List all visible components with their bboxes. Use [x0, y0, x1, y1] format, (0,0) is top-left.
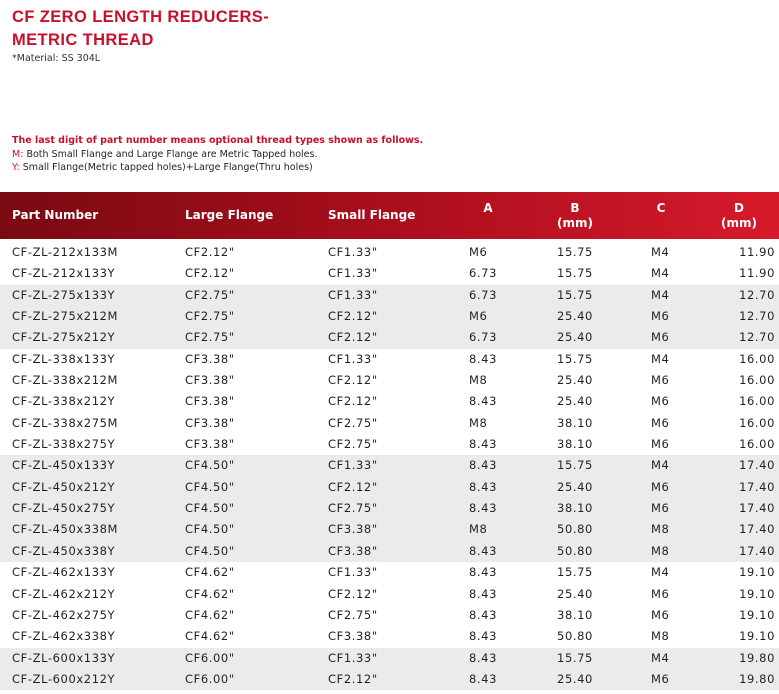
cell-a: 6.73 — [469, 266, 498, 281]
cell-b: 15.75 — [557, 287, 593, 302]
cell-large-flange: CF4.50" — [185, 543, 235, 558]
cell-c: M4 — [651, 287, 670, 302]
cell-small-flange: CF2.12" — [328, 394, 378, 409]
table-row — [0, 626, 779, 647]
cell-part-number: CF-ZL-275x133Y — [12, 287, 116, 302]
cell-part-number: CF-ZL-338x133Y — [12, 351, 116, 366]
cell-part-number: CF-ZL-338x212Y — [12, 394, 116, 409]
cell-part-number: CF-ZL-462x212Y — [12, 586, 116, 601]
cell-d: 12.70 — [739, 309, 775, 324]
table-row — [0, 541, 779, 562]
cell-a: 8.43 — [469, 458, 498, 473]
table-row — [0, 669, 779, 690]
table-row — [0, 413, 779, 434]
cell-part-number: CF-ZL-462x133Y — [12, 565, 116, 580]
note-y-key: Y: — [12, 162, 20, 173]
cell-b: 25.40 — [557, 309, 593, 324]
cell-c: M6 — [651, 501, 670, 516]
cell-d: 19.10 — [739, 565, 775, 580]
cell-d: 16.00 — [739, 351, 775, 366]
table-row — [0, 605, 779, 626]
note-m — [12, 148, 423, 162]
cell-d: 19.10 — [739, 607, 775, 622]
cell-a: M8 — [469, 415, 488, 430]
cell-d: 16.00 — [739, 437, 775, 452]
table-row — [0, 370, 779, 391]
cell-c: M4 — [651, 650, 670, 665]
table-row — [0, 455, 779, 476]
cell-small-flange: CF1.33" — [328, 565, 378, 580]
header-part-number: Part Number — [12, 208, 99, 222]
header-a — [448, 201, 528, 216]
cell-d: 11.90 — [739, 245, 775, 259]
cell-d: 12.70 — [739, 287, 775, 302]
cell-a: 8.43 — [469, 351, 498, 366]
cell-small-flange: CF3.38" — [328, 522, 378, 537]
cell-large-flange: CF4.62" — [185, 607, 235, 622]
cell-a: 8.43 — [469, 394, 498, 409]
cell-d: 17.40 — [739, 479, 775, 494]
cell-c: M8 — [651, 629, 670, 644]
cell-b: 25.40 — [557, 586, 593, 601]
note-m-key: M: — [12, 148, 24, 160]
cell-part-number: CF-ZL-462x275Y — [12, 607, 116, 622]
cell-a: M8 — [469, 373, 488, 388]
cell-small-flange: CF1.33" — [328, 266, 378, 281]
cell-small-flange: CF1.33" — [328, 650, 378, 665]
cell-a: 8.43 — [469, 565, 498, 580]
header-b — [535, 201, 615, 231]
cell-part-number: CF-ZL-275x212M — [12, 309, 119, 324]
cell-part-number: CF-ZL-450x338Y — [12, 543, 116, 558]
cell-part-number: CF-ZL-275x212Y — [12, 330, 116, 345]
cell-d: 19.10 — [739, 586, 775, 601]
table-row — [0, 285, 779, 306]
cell-c: M6 — [651, 415, 670, 430]
cell-part-number: CF-ZL-338x212M — [12, 373, 119, 388]
table-row — [0, 477, 779, 498]
cell-a: 8.43 — [469, 650, 498, 665]
header-d-unit: (mm) — [721, 216, 757, 230]
cell-d: 11.90 — [739, 266, 775, 281]
cell-part-number: CF-ZL-600x212Y — [12, 671, 116, 686]
cell-a: M6 — [469, 309, 488, 324]
cell-d: 19.10 — [739, 629, 775, 644]
title-line-2: METRIC THREAD — [12, 31, 154, 49]
cell-a: 8.43 — [469, 586, 498, 601]
cell-part-number: CF-ZL-212x133M — [12, 245, 119, 259]
cell-large-flange: CF4.50" — [185, 522, 235, 537]
notes-heading: The last digit of part number means optional thread types shown as follows. — [12, 135, 424, 146]
cell-a: 6.73 — [469, 330, 498, 345]
cell-small-flange: CF2.75" — [328, 607, 378, 622]
cell-large-flange: CF4.50" — [185, 479, 235, 494]
cell-part-number: CF-ZL-450x275Y — [12, 501, 116, 516]
table-body — [0, 242, 779, 690]
cell-large-flange: CF4.62" — [185, 565, 235, 580]
header-c — [621, 201, 701, 216]
cell-part-number: CF-ZL-338x275Y — [12, 437, 116, 452]
cell-part-number: CF-ZL-338x275M — [12, 415, 119, 430]
cell-a: M6 — [469, 245, 488, 259]
cell-d: 16.00 — [739, 373, 775, 388]
cell-b: 38.10 — [557, 437, 593, 452]
header-c-label: C — [656, 201, 666, 215]
table-row — [0, 519, 779, 540]
cell-c: M4 — [651, 266, 670, 281]
cell-large-flange: CF4.50" — [185, 501, 235, 516]
cell-part-number: CF-ZL-462x338Y — [12, 629, 116, 644]
cell-large-flange: CF3.38" — [185, 415, 235, 430]
header-large-flange: Large Flange — [185, 208, 274, 222]
cell-a: 8.43 — [469, 543, 498, 558]
cell-a: 6.73 — [469, 287, 498, 302]
table-row — [0, 263, 779, 284]
cell-large-flange: CF4.62" — [185, 629, 235, 644]
cell-small-flange: CF1.33" — [328, 287, 378, 302]
cell-large-flange: CF2.75" — [185, 309, 235, 324]
cell-small-flange: CF1.33" — [328, 245, 378, 259]
cell-small-flange: CF2.12" — [328, 479, 378, 494]
table-row — [0, 434, 779, 455]
cell-a: 8.43 — [469, 671, 498, 686]
table-row — [0, 349, 779, 370]
thread-notes — [12, 134, 423, 175]
cell-large-flange: CF3.38" — [185, 351, 235, 366]
note-m-text: Both Small Flange and Large Flange are Metric Tapped holes. — [26, 148, 318, 160]
title-line-1: CF ZERO LENGTH REDUCERS- — [12, 8, 270, 26]
cell-large-flange: CF2.75" — [185, 330, 235, 345]
cell-b: 25.40 — [557, 479, 593, 494]
table-row — [0, 306, 779, 327]
cell-c: M6 — [651, 309, 670, 324]
cell-b: 15.75 — [557, 351, 593, 366]
header-b-label: B — [570, 201, 580, 215]
table-row — [0, 498, 779, 519]
cell-a: M8 — [469, 522, 488, 537]
cell-a: 8.43 — [469, 479, 498, 494]
cell-b: 25.40 — [557, 394, 593, 409]
cell-small-flange: CF2.12" — [328, 309, 378, 324]
cell-c: M6 — [651, 479, 670, 494]
cell-large-flange: CF4.62" — [185, 586, 235, 601]
cell-small-flange: CF3.38" — [328, 543, 378, 558]
table-row — [0, 648, 779, 669]
cell-small-flange: CF2.75" — [328, 437, 378, 452]
cell-d: 17.40 — [739, 458, 775, 473]
cell-part-number: CF-ZL-450x133Y — [12, 458, 116, 473]
cell-small-flange: CF2.12" — [328, 671, 378, 686]
cell-b: 15.75 — [557, 458, 593, 473]
cell-b: 50.80 — [557, 543, 593, 558]
cell-b: 38.10 — [557, 607, 593, 622]
material-note: *Material: SS 304L — [12, 53, 101, 64]
cell-small-flange: CF2.12" — [328, 330, 378, 345]
header-small-flange: Small Flange — [328, 208, 416, 222]
cell-a: 8.43 — [469, 501, 498, 516]
table-row — [0, 327, 779, 348]
cell-small-flange: CF2.12" — [328, 586, 378, 601]
cell-c: M6 — [651, 373, 670, 388]
cell-large-flange: CF2.12" — [185, 266, 235, 281]
cell-part-number: CF-ZL-450x212Y — [12, 479, 116, 494]
cell-a: 8.43 — [469, 607, 498, 622]
cell-d: 17.40 — [739, 522, 775, 537]
cell-a: 8.43 — [469, 629, 498, 644]
cell-d: 17.40 — [739, 501, 775, 516]
cell-c: M6 — [651, 607, 670, 622]
cell-c: M6 — [651, 437, 670, 452]
header-d — [699, 201, 779, 231]
cell-d: 16.00 — [739, 394, 775, 409]
cell-small-flange: CF1.33" — [328, 458, 378, 473]
cell-b: 25.40 — [557, 373, 593, 388]
cell-d: 17.40 — [739, 543, 775, 558]
table-row — [0, 242, 779, 263]
cell-small-flange: CF2.75" — [328, 501, 378, 516]
cell-large-flange: CF4.50" — [185, 458, 235, 473]
cell-b: 38.10 — [557, 415, 593, 430]
cell-d: 19.80 — [739, 650, 775, 665]
cell-c: M8 — [651, 543, 670, 558]
cell-b: 15.75 — [557, 266, 593, 281]
cell-part-number: CF-ZL-450x338M — [12, 522, 119, 537]
cell-small-flange: CF3.38" — [328, 629, 378, 644]
cell-large-flange: CF2.75" — [185, 287, 235, 302]
cell-b: 50.80 — [557, 522, 593, 537]
cell-b: 15.75 — [557, 565, 593, 580]
table-row — [0, 562, 779, 583]
note-y-text: Small Flange(Metric tapped holes)+Large Flange(Thru holes) — [22, 162, 313, 173]
table-header — [0, 192, 779, 239]
header-b-unit: (mm) — [557, 216, 593, 230]
cell-b: 15.75 — [557, 245, 593, 259]
cell-d: 16.00 — [739, 415, 775, 430]
cell-c: M6 — [651, 671, 670, 686]
cell-b: 15.75 — [557, 650, 593, 665]
cell-c: M8 — [651, 522, 670, 537]
cell-b: 25.40 — [557, 330, 593, 345]
note-y — [12, 161, 423, 175]
table-row — [0, 584, 779, 605]
cell-large-flange: CF2.12" — [185, 245, 235, 259]
header-a-label: A — [483, 201, 493, 215]
cell-large-flange: CF6.00" — [185, 671, 235, 686]
cell-c: M4 — [651, 351, 670, 366]
cell-small-flange: CF1.33" — [328, 351, 378, 366]
cell-large-flange: CF6.00" — [185, 650, 235, 665]
cell-b: 25.40 — [557, 671, 593, 686]
cell-c: M4 — [651, 458, 670, 473]
cell-b: 50.80 — [557, 629, 593, 644]
header-d-label: D — [734, 201, 744, 215]
cell-d: 12.70 — [739, 330, 775, 345]
cell-c: M6 — [651, 330, 670, 345]
cell-a: 8.43 — [469, 437, 498, 452]
cell-c: M4 — [651, 245, 670, 259]
cell-c: M6 — [651, 394, 670, 409]
page-title — [12, 6, 269, 52]
cell-small-flange: CF2.75" — [328, 415, 378, 430]
cell-large-flange: CF3.38" — [185, 373, 235, 388]
cell-large-flange: CF3.38" — [185, 437, 235, 452]
cell-large-flange: CF3.38" — [185, 394, 235, 409]
cell-small-flange: CF2.12" — [328, 373, 378, 388]
cell-c: M4 — [651, 565, 670, 580]
cell-b: 38.10 — [557, 501, 593, 516]
cell-c: M6 — [651, 586, 670, 601]
cell-part-number: CF-ZL-212x133Y — [12, 266, 116, 281]
cell-part-number: CF-ZL-600x133Y — [12, 650, 116, 665]
table-row — [0, 391, 779, 412]
cell-d: 19.80 — [739, 671, 775, 686]
